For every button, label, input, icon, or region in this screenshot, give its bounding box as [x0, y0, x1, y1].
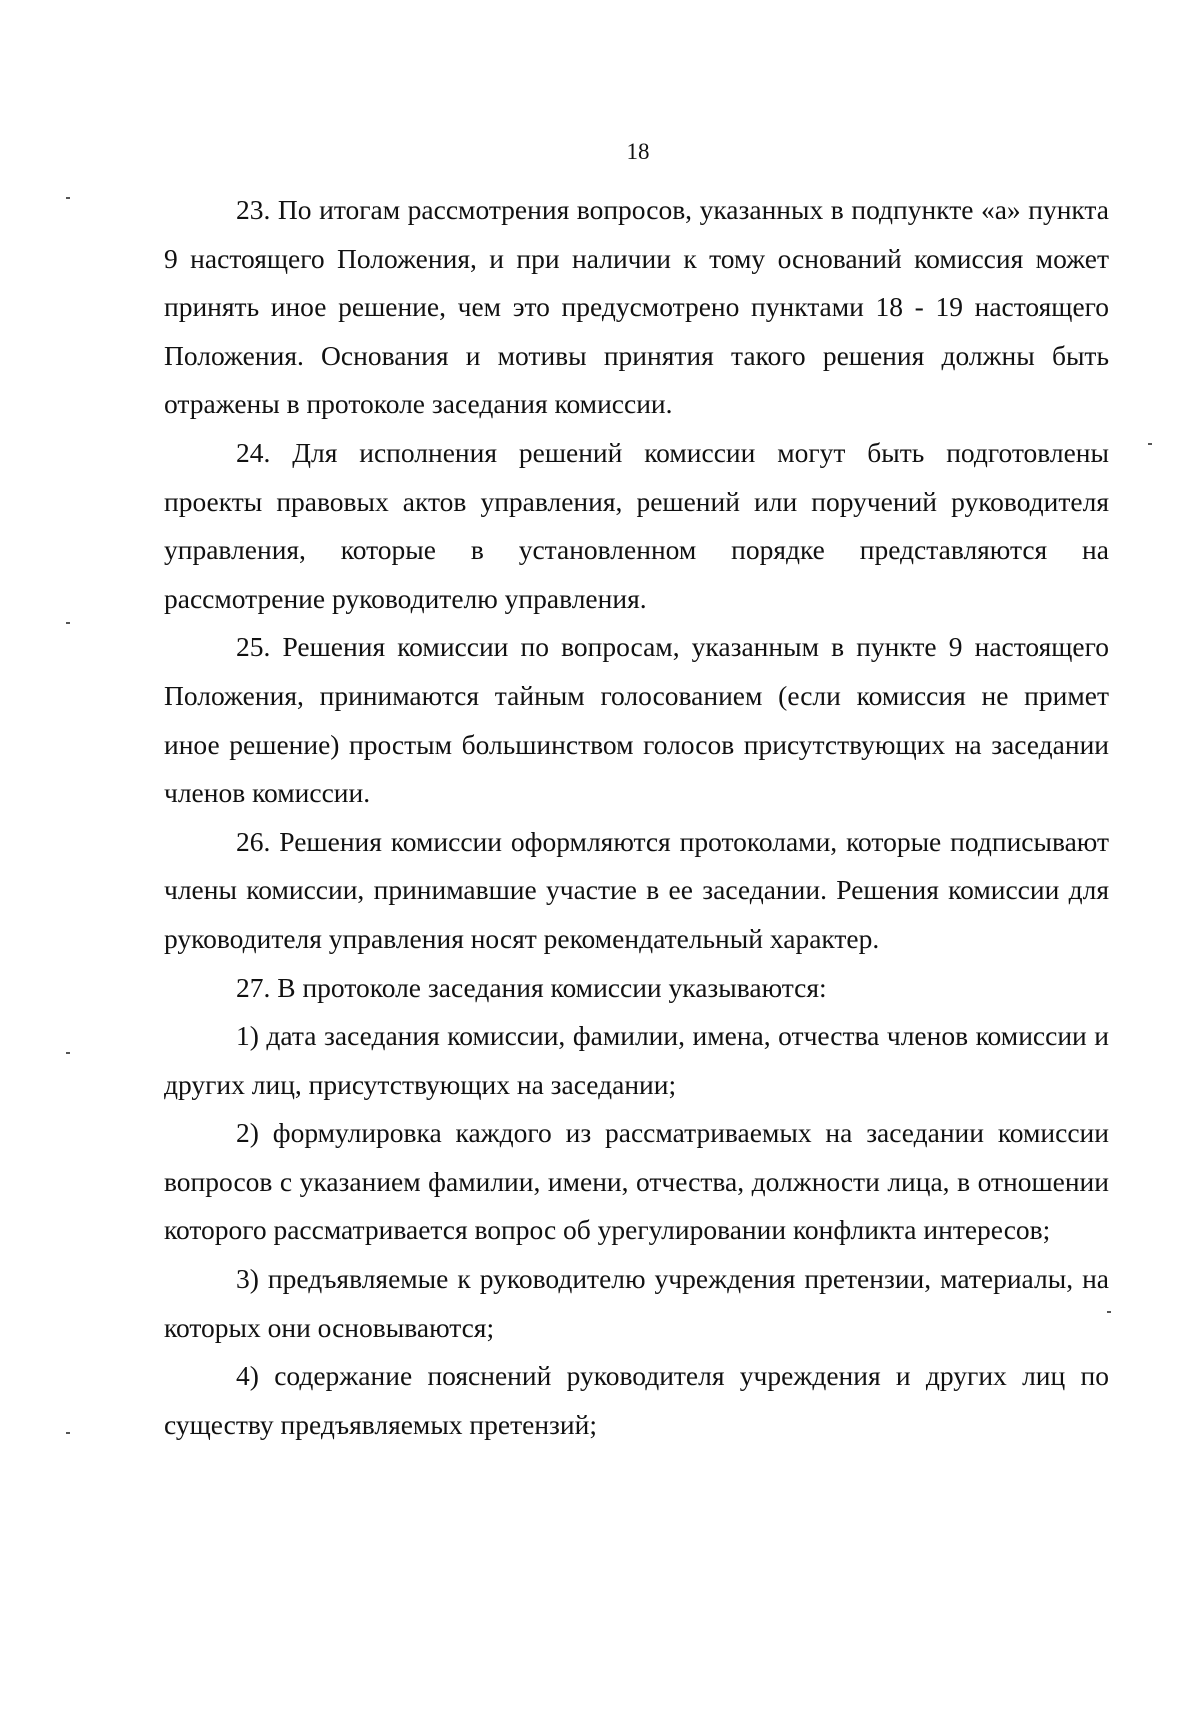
- scan-speck: [1107, 1311, 1111, 1313]
- list-item-2: 2) формулировка каждого из рассматриваемых на заседании комиссии вопросов с указанием фамилии, имени, отчества, должности лица, в отношении которого рассматривается вопрос об урегулировании конфликта интересов;: [164, 1117, 1109, 1246]
- paragraph-26: 26. Решения комиссии оформляются протоколами, которые подписывают члены комиссии, принимавшие участие в ее заседании. Решения комиссии для руководителя управления носят рекомендательный характер.: [164, 825, 1109, 954]
- scan-speck: [1148, 443, 1152, 445]
- page-number: 18: [626, 139, 650, 164]
- scan-speck: [66, 622, 70, 624]
- scan-speck: [66, 197, 70, 199]
- document-body: [164, 186, 1109, 1449]
- list-item-1: 1) дата заседания комиссии, фамилии, имена, отчества членов комиссии и других лиц, присутствующих на заседании;: [164, 1020, 1109, 1100]
- scan-speck: [66, 1432, 70, 1434]
- paragraph-24: 24. Для исполнения решений комиссии могут быть подготовлены проекты правовых актов управления, решений или поручений руководителя управления, которые в установленном порядке представляются на рассмотрение руководителю управления.: [164, 436, 1109, 614]
- list-item-4: 4) содержание пояснений руководителя учреждения и других лиц по существу предъявляемых претензий;: [164, 1360, 1109, 1440]
- paragraph-25: 25. Решения комиссии по вопросам, указанным в пункте 9 настоящего Положения, принимаются тайным голосованием (если комиссия не примет иное решение) простым большинством голосов присутствующих на заседании членов комиссии.: [164, 631, 1109, 809]
- paragraph-23: 23. По итогам рассмотрения вопросов, указанных в подпункте «а» пункта 9 настоящего Положения, и при наличии к тому оснований комиссия может принять иное решение, чем это предусмотрено пунктами 18 - 19 настоящего Положения. Основания и мотивы принятия такого решения должны быть отражены в протоколе заседания комиссии.: [164, 194, 1109, 420]
- scan-speck: [66, 1052, 70, 1054]
- list-item-3: 3) предъявляемые к руководителю учреждения претензии, материалы, на которых они основываются;: [164, 1263, 1109, 1343]
- paragraph-27: 27. В протоколе заседания комиссии указываются:: [236, 971, 827, 1003]
